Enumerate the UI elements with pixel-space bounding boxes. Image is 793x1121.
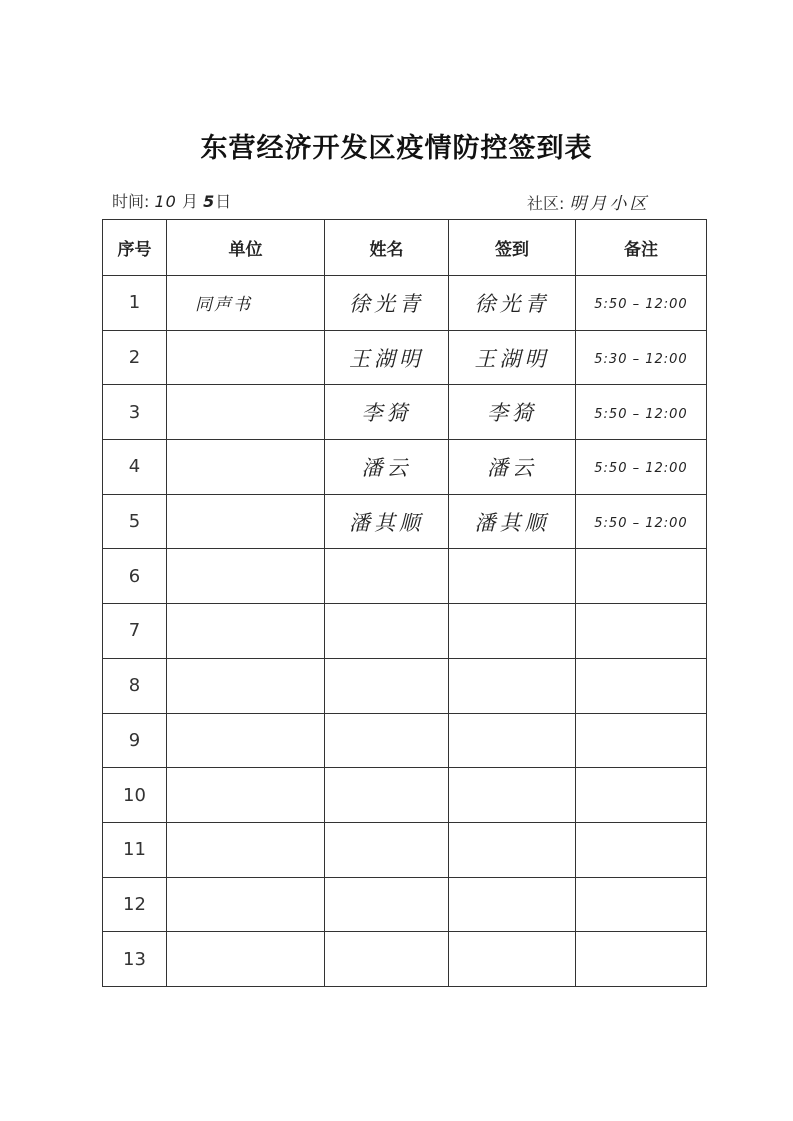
day-unit: 日 — [215, 192, 232, 211]
row-number-cell: 12 — [103, 877, 167, 932]
row-number-cell: 3 — [103, 385, 167, 440]
signature-cell — [449, 440, 576, 495]
row-number-cell: 10 — [103, 768, 167, 823]
table-row — [103, 549, 707, 604]
unit-cell — [167, 658, 325, 713]
note-text: 5:30 – 12:00 — [594, 352, 688, 368]
name-cell — [325, 713, 449, 768]
row-number-cell: 4 — [103, 440, 167, 495]
header-number: 序号 — [103, 220, 167, 276]
table-header-row — [103, 220, 707, 276]
unit-cell — [167, 877, 325, 932]
name-cell — [325, 932, 449, 987]
table-row — [103, 440, 707, 495]
name-text: 潘其顺 — [349, 510, 424, 535]
signature-cell — [449, 604, 576, 659]
note-cell — [576, 877, 707, 932]
unit-cell — [167, 494, 325, 549]
signature-cell — [449, 549, 576, 604]
row-number-cell: 7 — [103, 604, 167, 659]
signature-text: 徐光青 — [474, 291, 550, 316]
unit-cell — [167, 385, 325, 440]
row-number-cell: 13 — [103, 932, 167, 987]
name-text: 潘云 — [361, 455, 412, 480]
unit-cell — [167, 549, 325, 604]
name-cell — [325, 330, 449, 385]
unit-cell — [167, 768, 325, 823]
name-cell — [325, 768, 449, 823]
signature-cell — [449, 494, 576, 549]
signature-text: 王湖明 — [474, 346, 550, 371]
signature-text: 李猗 — [487, 401, 537, 426]
table-row — [103, 385, 707, 440]
sign-in-table — [102, 219, 707, 987]
time-label: 时间: — [112, 192, 150, 211]
note-cell — [576, 494, 707, 549]
name-cell — [325, 658, 449, 713]
name-text: 李猗 — [361, 401, 412, 426]
row-number-cell: 1 — [103, 276, 167, 331]
unit-cell — [167, 932, 325, 987]
signature-text: 潘其顺 — [474, 510, 550, 535]
signature-cell — [449, 658, 576, 713]
signature-cell — [449, 822, 576, 877]
header-note: 备注 — [576, 220, 707, 276]
table-row — [103, 330, 707, 385]
note-cell — [576, 385, 707, 440]
unit-cell — [167, 604, 325, 659]
table-row — [103, 768, 707, 823]
row-number-cell: 9 — [103, 713, 167, 768]
row-number-cell: 2 — [103, 330, 167, 385]
row-number-cell: 11 — [103, 822, 167, 877]
note-cell — [576, 822, 707, 877]
name-cell — [325, 494, 449, 549]
page-title: 东营经济开发区疫情防控签到表 — [200, 133, 593, 164]
name-cell — [325, 276, 449, 331]
note-cell — [576, 604, 707, 659]
unit-text: 同声书 — [195, 295, 252, 316]
unit-cell — [167, 713, 325, 768]
table-row — [103, 276, 707, 331]
unit-cell — [167, 822, 325, 877]
note-cell — [576, 658, 707, 713]
name-cell — [325, 822, 449, 877]
note-text: 5:50 – 12:00 — [594, 461, 688, 477]
note-cell — [576, 276, 707, 331]
row-number-cell: 8 — [103, 658, 167, 713]
note-cell — [576, 713, 707, 768]
community-line — [527, 189, 650, 214]
note-cell — [576, 440, 707, 495]
note-cell — [576, 330, 707, 385]
table-row — [103, 713, 707, 768]
name-cell — [325, 385, 449, 440]
community-value: 明月小区 — [569, 194, 650, 214]
table-row — [103, 932, 707, 987]
signature-cell — [449, 385, 576, 440]
signature-cell — [449, 713, 576, 768]
name-text: 王湖明 — [349, 346, 424, 371]
table-row — [103, 877, 707, 932]
unit-cell — [167, 276, 325, 331]
signature-text: 潘云 — [487, 455, 537, 480]
table-row — [103, 604, 707, 659]
signature-cell — [449, 768, 576, 823]
table-row — [103, 494, 707, 549]
month-unit: 月 — [181, 192, 198, 211]
unit-cell — [167, 330, 325, 385]
table-row — [103, 658, 707, 713]
name-cell — [325, 877, 449, 932]
note-text: 5:50 – 12:00 — [594, 516, 688, 532]
header-sign: 签到 — [449, 220, 576, 276]
date-line — [112, 189, 231, 212]
community-label: 社区: — [527, 194, 565, 213]
row-number-cell: 5 — [103, 494, 167, 549]
note-text: 5:50 – 12:00 — [594, 406, 688, 422]
name-cell — [325, 604, 449, 659]
header-unit: 单位 — [167, 220, 325, 276]
date-month: 10 — [154, 192, 177, 211]
signature-cell — [449, 276, 576, 331]
header-name: 姓名 — [325, 220, 449, 276]
row-number-cell: 6 — [103, 549, 167, 604]
note-cell — [576, 768, 707, 823]
signature-cell — [449, 877, 576, 932]
signature-cell — [449, 932, 576, 987]
table-row — [103, 822, 707, 877]
note-cell — [576, 932, 707, 987]
signature-cell — [449, 330, 576, 385]
name-cell — [325, 549, 449, 604]
name-text: 徐光青 — [349, 291, 424, 316]
name-cell — [325, 440, 449, 495]
date-day: 5 — [203, 192, 216, 211]
unit-cell — [167, 440, 325, 495]
note-cell — [576, 549, 707, 604]
note-text: 5:50 – 12:00 — [594, 297, 688, 313]
